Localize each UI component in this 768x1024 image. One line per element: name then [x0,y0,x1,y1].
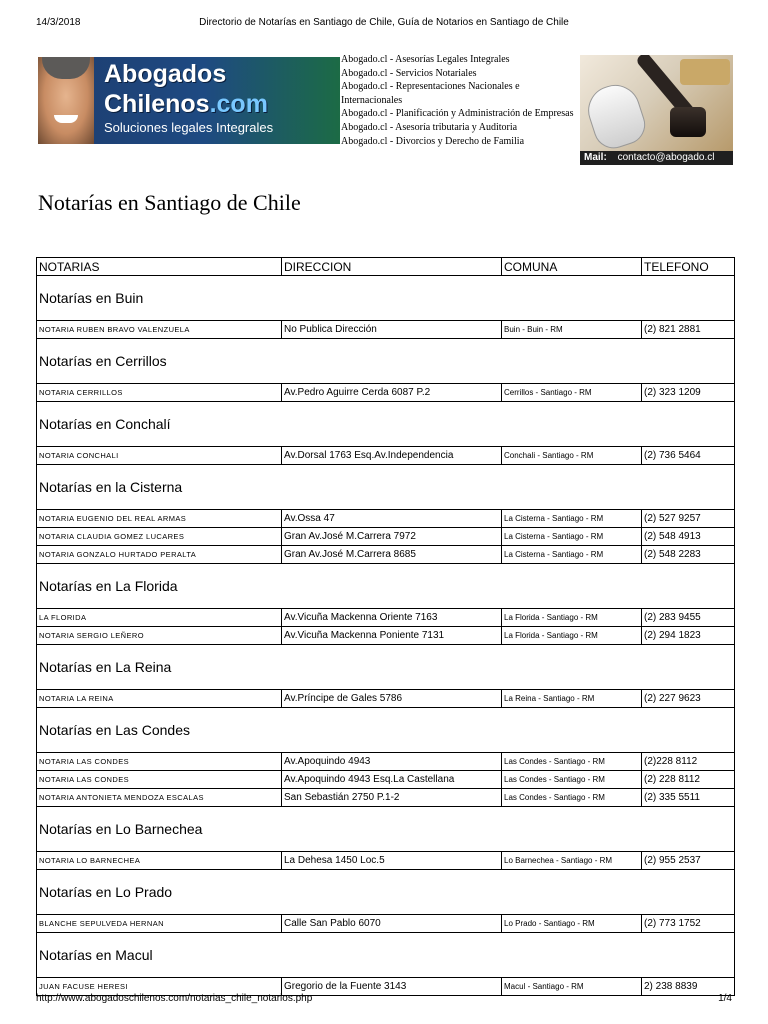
comuna-cell: La Florida - Santiago - RM [502,609,642,627]
notaria-name-cell: BLANCHE SEPULVEDA HERNAN [37,915,282,933]
page-title: Notarías en Santiago de Chile [38,190,301,215]
direccion-cell: San Sebastián 2750 P.1-2 [282,789,502,807]
section-title: Notarías en La Florida [37,564,735,609]
comuna-cell: Las Condes - Santiago - RM [502,771,642,789]
services-list [341,53,576,148]
print-header [36,17,732,31]
service-brand: Abogado.cl [341,121,388,133]
computer-mouse-icon [582,78,651,151]
comuna-cell: La Reina - Santiago - RM [502,690,642,708]
banner-brand-main: Chilenos [104,90,210,118]
notaria-name-cell: NOTARIA LA REINA [37,690,282,708]
banner-brand-suffix: .com [209,90,268,118]
section-header-row [37,402,735,447]
service-item[interactable] [341,121,576,135]
direccion-cell: Av.Ossa 47 [282,510,502,528]
comuna-cell: Las Condes - Santiago - RM [502,789,642,807]
table-row [37,771,735,789]
direccion-cell: Gran Av.José M.Carrera 7972 [282,528,502,546]
telefono-cell: (2) 548 2283 [642,546,735,564]
table-header-row [37,258,735,276]
notaria-name-cell: NOTARIA LAS CONDES [37,771,282,789]
direccion-cell: Av.Vicuña Mackenna Poniente 7131 [282,627,502,645]
section-header-row [37,276,735,321]
telefono-cell: (2) 736 5464 [642,447,735,465]
section-header-row [37,564,735,609]
comuna-cell: Macul - Santiago - RM [502,978,642,996]
table-row [37,384,735,402]
direccion-cell: Av.Pedro Aguirre Cerda 6087 P.2 [282,384,502,402]
mail-label: Mail: [584,152,607,163]
print-page-count: 1/4 [718,993,732,1004]
notaria-name-cell: NOTARIA RUBEN BRAVO VALENZUELA [37,321,282,339]
service-item[interactable] [341,107,576,121]
comuna-cell: Lo Prado - Santiago - RM [502,915,642,933]
service-brand: Abogado.cl [341,135,388,147]
banner-brand-line2 [104,90,268,119]
table-row [37,321,735,339]
direccion-cell: Av.Apoquindo 4943 [282,753,502,771]
print-url: http://www.abogadoschilenos.com/notarias_chile_notarios.php [36,993,313,1004]
notaria-name-cell: NOTARIA LO BARNECHEA [37,852,282,870]
service-brand: Abogado.cl [341,67,388,79]
telefono-cell: (2) 527 9257 [642,510,735,528]
notaria-name-cell: NOTARIA LAS CONDES [37,753,282,771]
header-notarias: NOTARIAS [37,258,282,276]
comuna-cell: La Cisterna - Santiago - RM [502,528,642,546]
telefono-cell: (2) 955 2537 [642,852,735,870]
notaria-name-cell: NOTARIA CERRILLOS [37,384,282,402]
comuna-cell: Lo Barnechea - Santiago - RM [502,852,642,870]
direccion-cell: No Publica Dirección [282,321,502,339]
table-row [37,609,735,627]
service-text: - Planificación y Administración de Empresas [387,108,574,120]
banner-tagline: Soluciones legales Integrales [104,120,274,135]
notaria-name-cell: NOTARIA EUGENIO DEL REAL ARMAS [37,510,282,528]
header-telefono: TELEFONO [642,258,735,276]
telefono-cell: 2) 238 8839 [642,978,735,996]
table-row [37,690,735,708]
service-brand: Abogado.cl [341,54,388,65]
service-brand: Abogado.cl [341,81,388,93]
gavel-and-mouse-image [580,55,733,151]
notaria-name-cell: NOTARIA CLAUDIA GOMEZ LUCARES [37,528,282,546]
mail-address-link[interactable]: contacto@abogado.cl [617,152,715,163]
banner-brand-line1: Abogados [104,60,227,88]
table-row [37,546,735,564]
gavel-icon [670,107,706,137]
comuna-cell: La Cisterna - Santiago - RM [502,546,642,564]
telefono-cell: (2) 228 8112 [642,771,735,789]
direccion-cell: Av.Príncipe de Gales 5786 [282,690,502,708]
section-title: Notarías en Conchalí [37,402,735,447]
section-title: Notarías en Macul [37,933,735,978]
direccion-cell: Av.Dorsal 1763 Esq.Av.Independencia [282,447,502,465]
direccion-cell: Gregorio de la Fuente 3143 [282,978,502,996]
notaria-name-cell: NOTARIA GONZALO HURTADO PERALTA [37,546,282,564]
service-item[interactable] [341,80,576,107]
direccion-cell: Av.Vicuña Mackenna Oriente 7163 [282,609,502,627]
table-row [37,789,735,807]
notarias-table [36,257,735,996]
comuna-cell: Cerrillos - Santiago - RM [502,384,642,402]
comuna-cell: Conchali - Santiago - RM [502,447,642,465]
comuna-cell: Buin - Buin - RM [502,321,642,339]
print-date: 14/3/2018 [36,17,81,28]
table-row [37,852,735,870]
telefono-cell: (2) 227 9623 [642,690,735,708]
notaria-name-cell: NOTARIA ANTONIETA MENDOZA ESCALAS [37,789,282,807]
telefono-cell: (2) 283 9455 [642,609,735,627]
table-row [37,753,735,771]
section-header-row [37,339,735,384]
service-text: - Asesorías Legales Integrales [387,54,510,65]
telefono-cell: (2) 821 2881 [642,321,735,339]
print-page-title: Directorio de Notarías en Santiago de Chile, Guía de Notarios en Santiago de Chile [199,17,569,28]
service-item[interactable] [341,53,576,67]
table-row [37,510,735,528]
table-row [37,528,735,546]
comuna-cell: La Florida - Santiago - RM [502,627,642,645]
table-row [37,627,735,645]
notaria-name-cell: NOTARIA CONCHALI [37,447,282,465]
service-text: - Divorcios y Derecho de Familia [387,135,525,147]
abogados-chilenos-banner[interactable] [38,57,340,144]
service-text: - Asesoría tributaria y Auditoria [387,121,518,133]
telefono-cell: (2) 548 4913 [642,528,735,546]
section-title: Notarías en La Reina [37,645,735,690]
telefono-cell: (2) 335 5511 [642,789,735,807]
notaria-name-cell: LA FLORIDA [37,609,282,627]
service-item[interactable] [341,67,576,81]
telefono-cell: (2) 323 1209 [642,384,735,402]
section-header-row [37,465,735,510]
lawyer-portrait-image [38,57,94,144]
section-header-row [37,708,735,753]
header-comuna: COMUNA [502,258,642,276]
table-row [37,447,735,465]
section-title: Notarías en Lo Barnechea [37,807,735,852]
direccion-cell: Gran Av.José M.Carrera 8685 [282,546,502,564]
notaria-name-cell: NOTARIA SERGIO LEÑERO [37,627,282,645]
direccion-cell: La Dehesa 1450 Loc.5 [282,852,502,870]
mail-bar[interactable] [580,151,733,165]
section-header-row [37,870,735,915]
comuna-cell: La Cisterna - Santiago - RM [502,510,642,528]
service-text: - Servicios Notariales [387,67,477,79]
direccion-cell: Calle San Pablo 6070 [282,915,502,933]
section-title: Notarías en la Cisterna [37,465,735,510]
comuna-cell: Las Condes - Santiago - RM [502,753,642,771]
service-brand: Abogado.cl [341,108,388,120]
service-text: - Representaciones Nacionales e Internacionales [341,81,520,106]
section-title: Notarías en Buin [37,276,735,321]
section-header-row [37,933,735,978]
telefono-cell: (2) 294 1823 [642,627,735,645]
section-header-row [37,807,735,852]
notaria-name-cell: JUAN FACUSE HERESI [37,978,282,996]
service-item[interactable] [341,135,576,149]
header-direccion: DIRECCION [282,258,502,276]
section-title: Notarías en Cerrillos [37,339,735,384]
table-row [37,915,735,933]
print-footer [36,993,732,1007]
section-header-row [37,645,735,690]
telefono-cell: (2) 773 1752 [642,915,735,933]
section-title: Notarías en Lo Prado [37,870,735,915]
telefono-cell: (2)228 8112 [642,753,735,771]
direccion-cell: Av.Apoquindo 4943 Esq.La Castellana [282,771,502,789]
section-title: Notarías en Las Condes [37,708,735,753]
